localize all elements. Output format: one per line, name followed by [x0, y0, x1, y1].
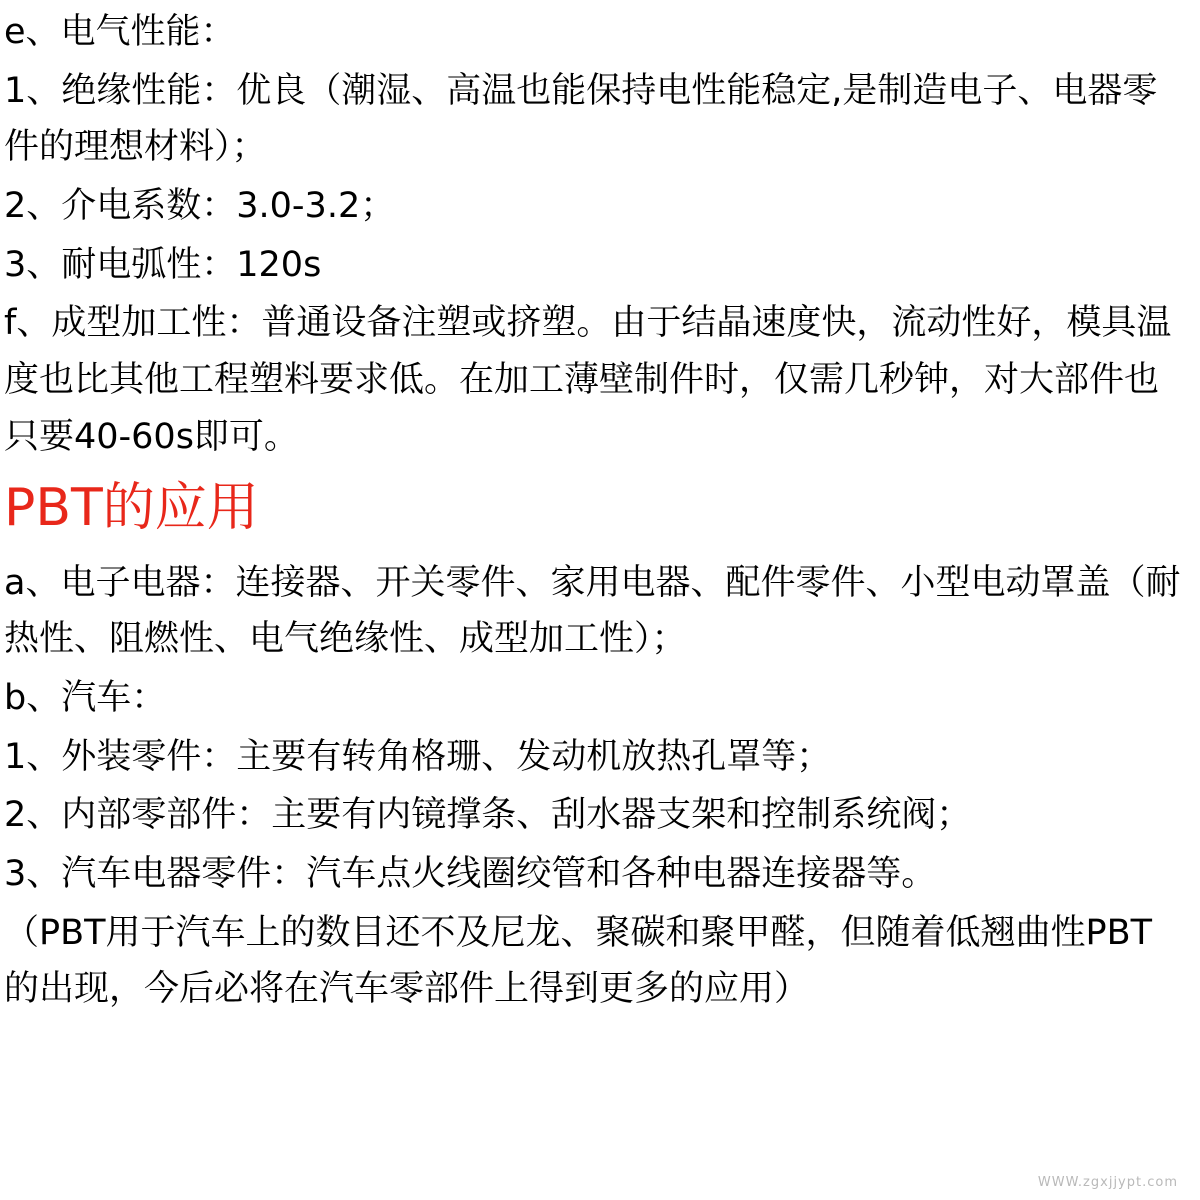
watermark-text: WWW.zgxjjypt.com: [1037, 1175, 1178, 1190]
section-heading-pbt-applications: PBT的应用: [4, 477, 259, 538]
paragraph-automotive-electrical-parts: 3、汽车电器零件：汽车点火线圈绞管和各种电器连接器等。: [4, 853, 937, 894]
paragraph-insulation-performance: 1、绝缘性能：优良（潮湿、高温也能保持电性能稳定,是制造电子、电器零件的理想材料）；: [4, 70, 1158, 168]
paragraph-dielectric-constant: 2、介电系数：3.0-3.2；: [4, 186, 396, 227]
paragraph-application-automotive-label: b、汽车：: [4, 677, 167, 718]
paragraph-exterior-parts: 1、外装零件：主要有转角格珊、发动机放热孔罩等；: [4, 736, 832, 777]
paragraph-arc-resistance: 3、耐电弧性：120s: [4, 244, 322, 285]
paragraph-automotive-note: （PBT用于汽车上的数目还不及尼龙、聚碳和聚甲醛，但随着低翘曲性PBT的出现，今后必将在汽车零部件上得到更多的应用）: [4, 912, 1152, 1010]
paragraph-interior-parts: 2、内部零部件：主要有内镜撑条、刮水器支架和控制系统阀；: [4, 795, 972, 836]
paragraph-application-electronics: a、电子电器：连接器、开关零件、家用电器、配件零件、小型电动罩盖（耐热性、阻燃性、电气绝缘性、成型加工性）；: [4, 562, 1181, 660]
paragraph-electrical-properties-label: e、电气性能：: [4, 12, 236, 52]
paragraph-molding-processability: f、成型加工性：普通设备注塑或挤塑。由于结晶速度快，流动性好，模具温度也比其他工程塑料要求低。在加工薄壁制件时，仅需几秒钟，对大部件也只要40-60s即可。: [4, 303, 1172, 457]
